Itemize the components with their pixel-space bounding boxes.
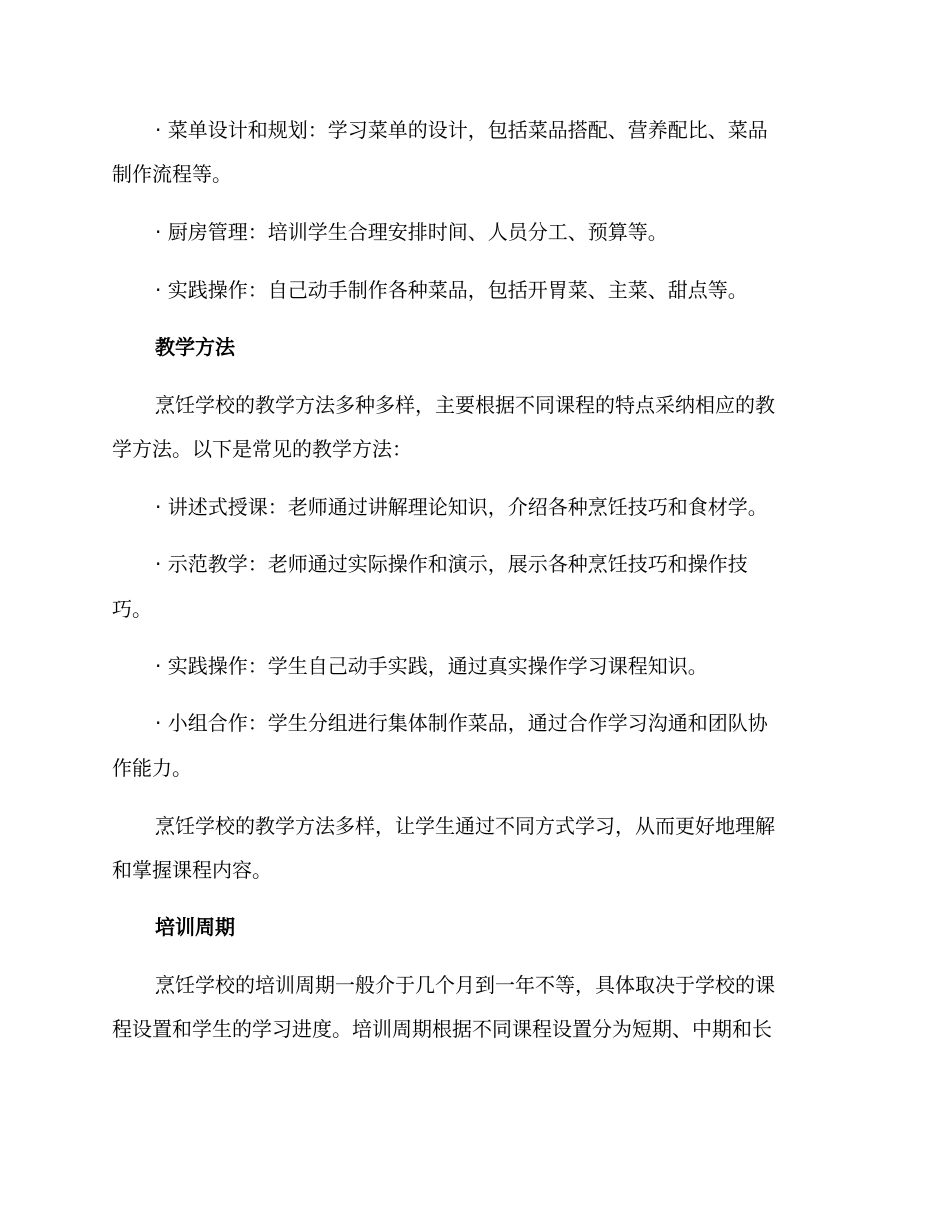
section-heading-training-period: 培训周期: [155, 915, 235, 939]
bullet-group-work-line2: 作能力。: [112, 756, 192, 780]
bullet-lecture: · 讲述式授课：老师通过讲解理论知识，介绍各种烹饪技巧和食材学。: [155, 495, 768, 519]
teaching-summary-line1: 烹饪学校的教学方法多样，让学生通过不同方式学习，从而更好地理解: [155, 814, 775, 838]
bullet-practice: · 实践操作：自己动手制作各种菜品，包括开胃菜、主菜、甜点等。: [155, 278, 748, 302]
period-paragraph-line2: 程设置和学生的学习进度。培训周期根据不同课程设置分为短期、中期和长: [112, 1017, 772, 1041]
bullet-kitchen-management: · 厨房管理：培训学生合理安排时间、人员分工、预算等。: [155, 220, 668, 244]
bullet-group-work-line1: · 小组合作：学生分组进行集体制作菜品，通过合作学习沟通和团队协: [155, 711, 768, 735]
bullet-demonstration-line1: · 示范教学：老师通过实际操作和演示，展示各种烹饪技巧和操作技: [155, 552, 748, 576]
bullet-menu-design-line1: · 菜单设计和规划：学习菜单的设计，包括菜品搭配、营养配比、菜品: [155, 118, 768, 142]
bullet-hands-on: · 实践操作：学生自己动手实践，通过真实操作学习课程知识。: [155, 654, 708, 678]
bullet-demonstration-line2: 巧。: [112, 597, 152, 621]
teaching-intro-line1: 烹饪学校的教学方法多种多样，主要根据不同课程的特点采纳相应的教: [155, 393, 775, 417]
teaching-intro-line2: 学方法。以下是常见的教学方法：: [112, 437, 412, 461]
section-heading-teaching-methods: 教学方法: [155, 335, 235, 359]
bullet-menu-design-line2: 制作流程等。: [112, 162, 232, 186]
period-paragraph-line1: 烹饪学校的培训周期一般介于几个月到一年不等，具体取决于学校的课: [155, 973, 775, 997]
teaching-summary-line2: 和掌握课程内容。: [112, 858, 272, 882]
